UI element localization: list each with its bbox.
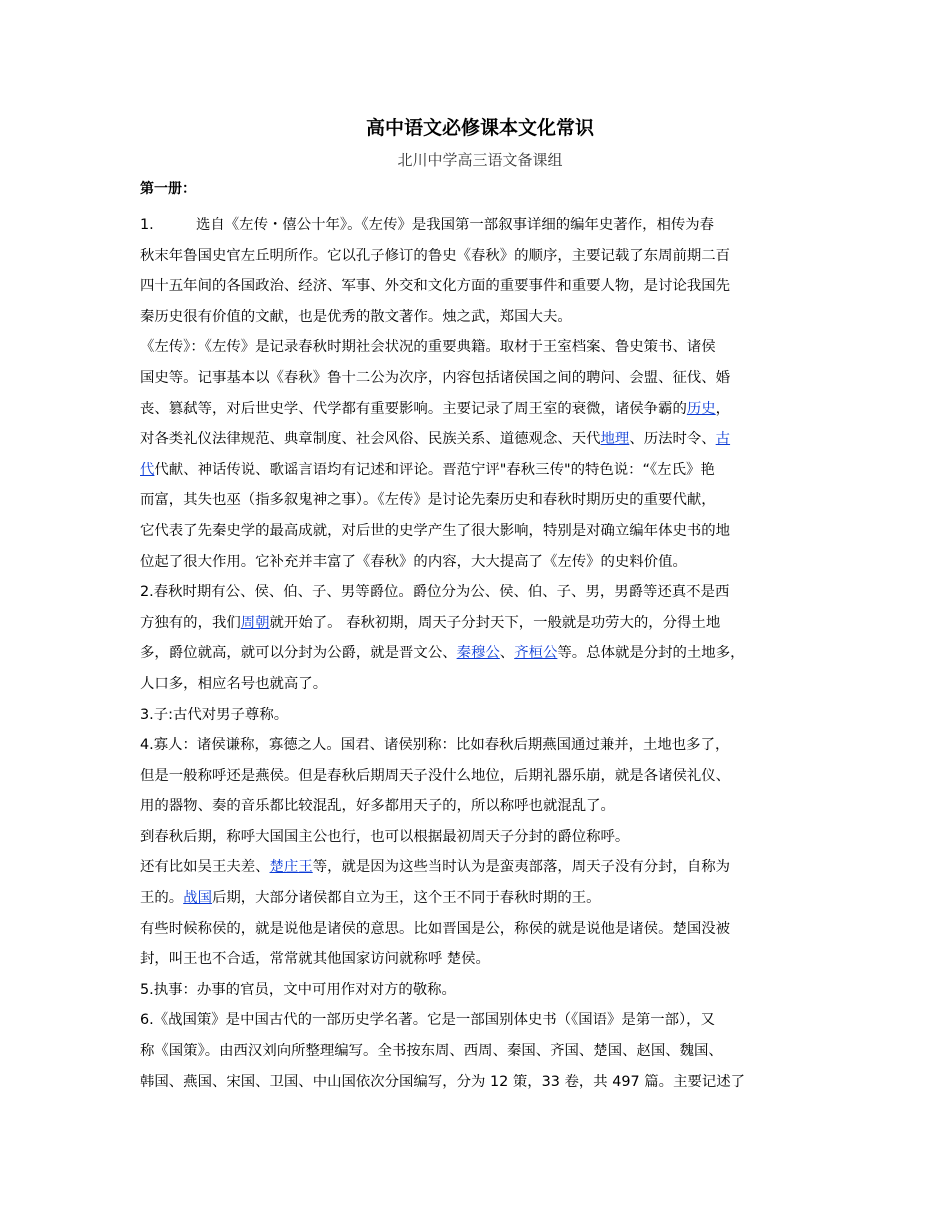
paragraph-3 — [140, 700, 820, 731]
text-line — [140, 424, 820, 455]
paragraph-zuozhuan — [140, 332, 820, 577]
text-line: 国史等。记事基本以《春秋》鲁十二公为次序，内容包括诸侯国之间的聘问、会盟、征伐、婚 — [140, 369, 731, 386]
paragraph-2 — [140, 577, 820, 699]
text-line: 它代表了先秦史学的最高成就，对后世的史学产生了很大影响，特别是对确立编年体史书的地 — [140, 522, 731, 539]
text-line: 而富，其失也巫（指多叙鬼神之事）。《左传》是讨论先秦历史和春秋时期历史的重要代献， — [140, 492, 716, 509]
link-zhanguo[interactable]: 战国 — [183, 890, 212, 907]
link-qihuangong[interactable]: 齐桓公 — [514, 645, 558, 662]
link-gudai-part2[interactable]: 代 — [140, 461, 155, 478]
text-run: 方独有的，我们 — [140, 614, 241, 631]
text-line — [140, 638, 820, 669]
paragraph-1 — [140, 210, 820, 332]
link-zhouchao[interactable]: 周朝 — [240, 614, 270, 631]
text-line: 秋末年鲁国史官左丘明所作。它以孔子修订的鲁史《春秋》的顺序，主要记载了东周前期二百 — [140, 247, 731, 264]
paragraph-4 — [140, 730, 820, 822]
text-line: 人口多，相应名号也就高了。 — [140, 675, 328, 692]
link-gudai-part1[interactable]: 古 — [715, 431, 731, 448]
link-qinmugong[interactable]: 秦穆公 — [456, 645, 500, 662]
text-run: 还有比如吴王夫差、 — [140, 859, 270, 876]
text-line: 用的器物、奏的音乐都比较混乱，好多都用天子的，所以称呼也就混乱了。 — [140, 798, 615, 815]
text-line: 韩国、燕国、宋国、卫国、中山国依次分国编写，分为 12 策，33 卷，共 497 篇。主要记述了 — [140, 1073, 746, 1090]
text-line: 封，叫王也不合适，常常就其他国家访问就称呼 楚侯。 — [140, 951, 490, 968]
paragraph-6 — [140, 1005, 820, 1097]
paragraph-late-spring-autumn — [140, 822, 820, 853]
text-line: 5.执事：办事的官员，文中可用作对对方的敬称。 — [140, 981, 456, 998]
text-run: 后期，大部分诸侯都自立为王，这个王不同于春秋时期的王。 — [211, 890, 601, 907]
text-run: ， — [715, 400, 731, 417]
text-run: 就开始了。 春秋初期，周天子分封天下，一般就是功劳大的，分得土地 — [269, 614, 721, 631]
document-title: 高中语文必修课本文化常识 — [365, 117, 594, 139]
text-line — [140, 883, 820, 914]
text-line: 秦历史很有价值的文献，也是优秀的散文著作。烛之武，郑国大夫。 — [140, 308, 572, 325]
text-line: 3.子:古代对男子尊称。 — [140, 706, 289, 723]
text-line: 《左传》：《左传》是记录春秋时期社会状况的重要典籍。取材于王室档案、鲁史策书、诸侯 — [140, 339, 716, 356]
paragraph-5 — [140, 975, 820, 1006]
text-run: 丧、篡弑等，对后世史学、代学都有重要影响。主要记录了周王室的衰微，诸侯争霸的 — [140, 400, 687, 417]
document-subtitle: 北川中学高三语文备课组 — [397, 151, 563, 169]
text-run: 、 — [499, 645, 515, 662]
text-line: 称《国策》。由西汉刘向所整理编写。全书按东周、西周、秦国、齐国、楚国、赵国、魏国、 — [140, 1043, 723, 1060]
text-line: 4.寡人：诸侯谦称，寡德之人。国君、诸侯别称：比如春秋后期燕国通过兼并，土地也多了， — [140, 737, 730, 754]
text-run: 等。总体就是分封的土地多， — [557, 645, 745, 662]
text-run: 多，爵位就高，就可以分封为公爵，就是晋文公、 — [140, 645, 457, 662]
text-run: 代献、神话传说、歌谣言语均有记述和评论。晋范宁评"春秋三传"的特色说：“《左氏》艳 — [154, 461, 715, 478]
text-line — [140, 608, 820, 639]
text-line — [140, 852, 820, 883]
text-line — [140, 210, 820, 241]
document-page — [140, 116, 820, 1097]
paragraph-self-proclaimed-kings — [140, 852, 820, 913]
link-dili[interactable]: 地理 — [600, 431, 630, 448]
section-heading: 第一册： — [140, 181, 196, 197]
link-lishi[interactable]: 历史 — [686, 400, 716, 417]
link-chuzhuangwang[interactable]: 楚庄王 — [269, 859, 313, 876]
text-line — [140, 455, 820, 486]
text-line: 但是一般称呼还是燕侯。但是春秋后期周天子没什么地位，后期礼器乐崩，就是各诸侯礼仪、 — [140, 767, 731, 784]
text-run: 王的。 — [140, 890, 184, 907]
text-line: 四十五年间的各国政治、经济、军事、外交和文化方面的重要事件和重要人物，是讨论我国先 — [140, 278, 731, 295]
text-run: 对各类礼仪法律规范、典章制度、社会风俗、民族关系、道德观念、天代 — [140, 431, 601, 448]
text-run: 选自《左传・僖公十年》。《左传》是我国第一部叙事详细的编年史著作，相传为春 — [196, 217, 715, 233]
text-line — [140, 394, 820, 425]
text-line: 位起了很大作用。它补充并丰富了《春秋》的内容，大大提高了《左传》的史料价值。 — [140, 553, 687, 570]
paragraph-hou-title — [140, 914, 820, 975]
text-run: 等，就是因为这些当时认为是蛮夷部落，周天子没有分封，自称为 — [312, 859, 731, 876]
item-number: 1. — [140, 217, 154, 233]
text-line: 到春秋后期，称呼大国国主公也行，也可以根据最初周天子分封的爵位称呼。 — [140, 828, 630, 845]
text-line: 有些时候称侯的，就是说他是诸侯的意思。比如晋国是公，称侯的就是说他是诸侯。楚国没被 — [140, 920, 731, 937]
text-line: 6.《战国策》是中国古代的一部历史学名著。它是一部国别体史书（《国语》是第一部），又 — [140, 1012, 715, 1029]
text-line: 2.春秋时期有公、侯、伯、子、男等爵位。爵位分为公、侯、伯、子、男，男爵等还真不是西 — [140, 584, 730, 601]
text-run: 、历法时令、 — [629, 431, 716, 448]
